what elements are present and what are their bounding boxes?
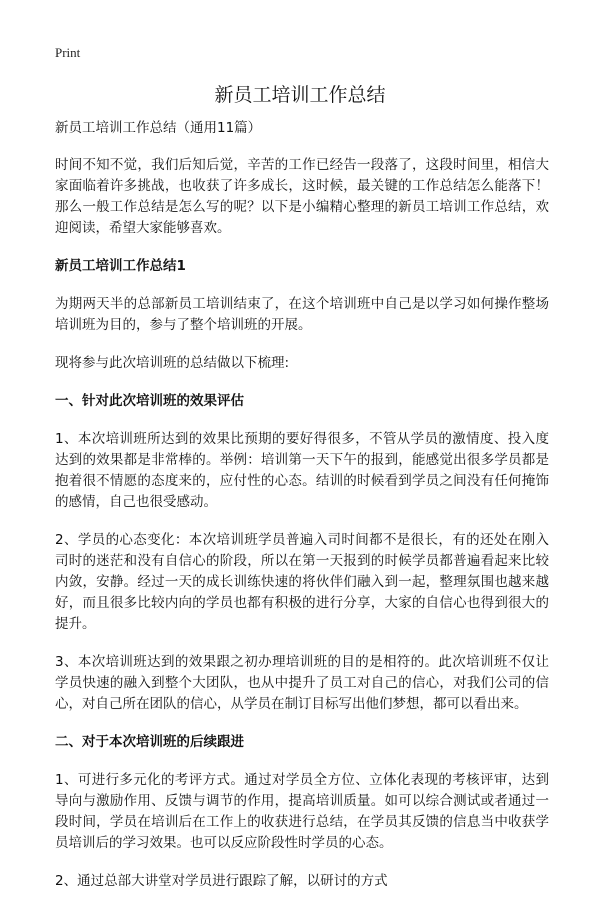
part-heading: 一、针对此次培训班的效果评估 xyxy=(55,393,244,409)
paragraph: 2、通过总部大讲堂对学员进行跟踪了解，以研讨的方式 xyxy=(55,873,388,889)
paragraph: 3、本次培训班达到的效果跟之初办理培训班的目的是相符的。此次培训班不仅让学员快速的融入到整个大团队，也从中提升了员工对自己的信心，对我们公司的信心，对自己所在团队的信心，从学员在制订目标写出他们梦想，都可以看出来。 xyxy=(55,654,549,712)
paragraph: 现将参与此次培训班的总结做以下梳理: xyxy=(55,355,290,371)
print-link[interactable]: Print xyxy=(55,45,81,60)
paragraph: 2、学员的心态变化：本次培训班学员普遍入司时间都不是很长，有的还处在刚入司时的迷茫和没有自信心的阶段，所以在第一天报到的时候学员都普遍看起来比较内敛，安静。经过一天的成长训练快速的将伙伴们融入到一起，整理氛围也越来越好，而且很多比较内向的学员也都有积极的进行分享，大家的自信心也得到很大的提升。 xyxy=(55,532,549,632)
document-subtitle: 新员工培训工作总结（通用11篇） xyxy=(55,120,262,136)
document-body xyxy=(55,118,549,909)
section-heading: 新员工培训工作总结1 xyxy=(55,258,186,274)
paragraph: 1、可进行多元化的考评方式。通过对学员全方位、立体化表现的考核评审，达到导向与激励作用、反馈与调节的作用，提高培训质量。如可以综合测试或者通过一段时间，学员在培训后在工作上的收获进行总结，在学员其反馈的信息当中收获学员培训后的学习效果。也可以反应阶段性时学员的心态。 xyxy=(55,772,549,851)
intro-paragraph: 时间不知不觉，我们后知后觉，辛苦的工作已经告一段落了，这段时间里，相信大家面临着许多挑战，也收获了许多成长，这时候，最关键的工作总结怎么能落下！那么一般工作总结是怎么写的呢？以下是小编精心整理的新员工培训工作总结，欢迎阅读，希望大家能够喜欢。 xyxy=(55,157,549,236)
page-title: 新员工培训工作总结 xyxy=(214,84,386,106)
paragraph: 1、本次培训班所达到的效果比预期的要好得很多，不管从学员的激情度、投入度达到的效果都是非常棒的。举例：培训第一天下午的报到，能感觉出很多学员都是抱着很不情愿的态度来的，应付性的心态。结训的时候看到学员之间没有任何掩饰的感情，自己也很受感动。 xyxy=(55,431,549,510)
part-heading: 二、对于本次培训班的后续跟进 xyxy=(55,734,244,750)
paragraph: 为期两天半的总部新员工培训结束了，在这个培训班中自己是以学习如何操作整场培训班为目的，参与了整个培训班的开展。 xyxy=(55,296,549,333)
